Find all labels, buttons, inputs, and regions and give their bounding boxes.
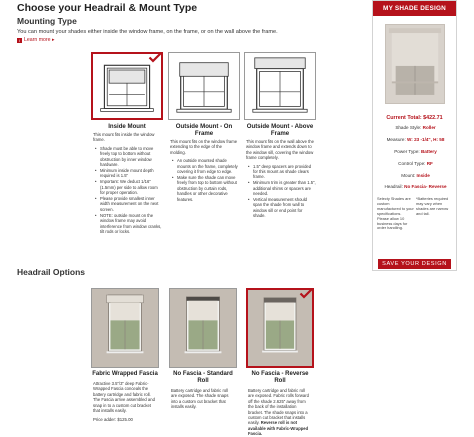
summary-label: Headrail: [384, 184, 403, 190]
shade-preview-image [385, 24, 445, 104]
mount-option-inside[interactable] [91, 52, 163, 235]
summary-value: RF [426, 160, 433, 166]
shade-photo-icon [170, 289, 236, 367]
headrail-description-main: Battery cartridge and fabric roll are exposed. Fabric rolls forward off the shade 2.625" away from the back of the installation bracket. The shade snaps into a custom cut bracket that installs easily. [248, 388, 309, 426]
headrail-option-reverse-roll[interactable] [246, 288, 314, 437]
summary-value: Roller [422, 125, 436, 130]
window-diagram-icon [169, 53, 239, 119]
summary-row-measure [378, 137, 453, 143]
mount-option-outside-on-frame[interactable] [168, 52, 240, 202]
headrail-description [246, 388, 314, 437]
summary-label: Shade Style: [395, 125, 422, 130]
selected-checkmark-icon [148, 52, 162, 63]
mount-bullet: • An outside mounted shade mounts on the frame, completely covering it from edge to edge. [177, 158, 240, 174]
headrail-title: No Fascia - Standard Roll [173, 371, 233, 384]
mount-title: Outside Mount - On Frame [175, 123, 233, 137]
mount-bullet: • Minimum inside mount depth required is 1.5" [100, 168, 163, 179]
selected-checkmark-icon [299, 288, 313, 299]
headrail-description: Attractive 3.5"/3" deep Fabric-Wrapped Fascia conceals the battery cartridge and fabric roll. The Fascia arrive assembled and snap in to a custom cut bracket that installs easily. [93, 381, 155, 414]
summary-value: No Fascia- Reverse [404, 184, 447, 190]
info-icon: i [17, 38, 22, 43]
headrail-price: Price adder: $125.00 [93, 417, 133, 423]
shade-photo-icon [248, 290, 312, 366]
mount-option-outside-above-frame[interactable] [244, 52, 316, 219]
mount-bullet: • Make sure the shade can move freely from top to bottom without obstruction by curtain rods, handles or other decorative features. [177, 175, 240, 202]
summary-row-power-type [378, 149, 453, 155]
standard-roll-photo[interactable] [169, 288, 237, 368]
summary-row-headrail [378, 184, 453, 190]
reverse-roll-photo[interactable] [246, 288, 314, 368]
mount-bullets [91, 146, 163, 235]
summary-label: Measure: [386, 136, 406, 142]
summary-value: Battery [420, 148, 437, 154]
mount-description: This mount fits on the wall above the window frame and extends down to the window sill, covering the window frame completely. [246, 139, 314, 161]
panel-header: MY SHADE DESIGN [373, 1, 456, 16]
page-title: Choose your Headrail & Mount Type [17, 2, 198, 14]
headrail-title: No Fascia - Reverse Roll [251, 371, 309, 384]
battery-note: *Batteries required may vary when shades are narrow and tall. [416, 196, 449, 216]
outside-above-frame-illustration[interactable] [244, 52, 316, 120]
summary-row-shade-style [378, 125, 453, 131]
mount-description: This mount fits on the window frame extending to the edge of the molding. [170, 139, 238, 155]
summary-row-mount [378, 173, 453, 179]
mount-bullet: • Shade must be able to move freely top to bottom without obstruction by inner window hardware. [100, 146, 163, 168]
inside-mount-illustration[interactable] [91, 52, 163, 120]
headrail-title: Fabric Wrapped Fascia [92, 371, 158, 377]
summary-value: Inside [416, 172, 430, 178]
mount-bullets [168, 158, 240, 202]
headrail-options-heading: Headrail Options [17, 267, 86, 277]
my-shade-design-panel [372, 0, 457, 271]
shade-photo-icon [92, 289, 158, 367]
headrail-description-warning: Reverse roll is not available with Fabric-Wrapped Fascia. [248, 420, 309, 437]
mount-title: Inside Mount [108, 123, 146, 130]
design-summary [378, 125, 453, 196]
lead-time-note: Selecty Shades are custom manufactured to your specifications. Please allow 10 business days for order handling. [377, 196, 414, 231]
mount-bullet: • NOTE: outside mount on the window frame may avoid interference from window cranks, tilt rods or locks. [100, 213, 163, 235]
mount-bullet: • Minimum trim is greater than 1.5", additional shims or spacers are needed. [253, 180, 316, 196]
mounting-type-heading: Mounting Type [17, 16, 77, 26]
mount-bullets [244, 164, 316, 219]
summary-label: Mount: [401, 172, 416, 178]
current-total: Current Total: $422.71 [386, 115, 443, 121]
mount-bullet: • Important: We deduct 1/16" (1.5mm) per side to allow room for proper operation. [100, 179, 163, 195]
mount-bullet: • Vertical measurement should span the shade from wall to window sill or end point for shade. [253, 197, 316, 219]
headrail-option-standard-roll[interactable] [169, 288, 237, 410]
window-diagram-icon [245, 53, 315, 119]
mounting-intro-text: You can mount your shades either inside the window frame, on the frame, or on the wall above the frame. [17, 29, 278, 35]
summary-label: Power Type: [394, 148, 420, 154]
mount-description: This mount fits inside the window frame. [93, 132, 155, 143]
window-diagram-icon [93, 54, 161, 118]
outside-on-frame-illustration[interactable] [168, 52, 240, 120]
mount-bullet: • Please provide smallest inner width measurement on the next screen. [100, 196, 163, 212]
summary-value: W: 23 -1/4", H: 58 [407, 136, 445, 142]
mount-title: Outside Mount - Above Frame [246, 123, 314, 137]
headrail-description: Battery cartridge and fabric roll are exposed. The shade snaps into a custom cut bracket that installs easily. [171, 388, 229, 410]
fabric-wrapped-fascia-photo[interactable] [91, 288, 159, 368]
headrail-option-fabric-wrapped-fascia[interactable] [91, 288, 159, 422]
shade-preview-icon [386, 25, 444, 103]
save-your-design-button[interactable]: SAVE YOUR DESIGN [378, 259, 451, 269]
learn-more-link[interactable] [17, 37, 55, 43]
summary-row-control-type [378, 161, 453, 167]
mount-bullet: • 1.5" deep spacers are provided for this mount as shade clears frame. [253, 164, 316, 180]
learn-more-label: Learn more ▸ [24, 37, 55, 43]
summary-label: Control Type: [398, 160, 426, 166]
